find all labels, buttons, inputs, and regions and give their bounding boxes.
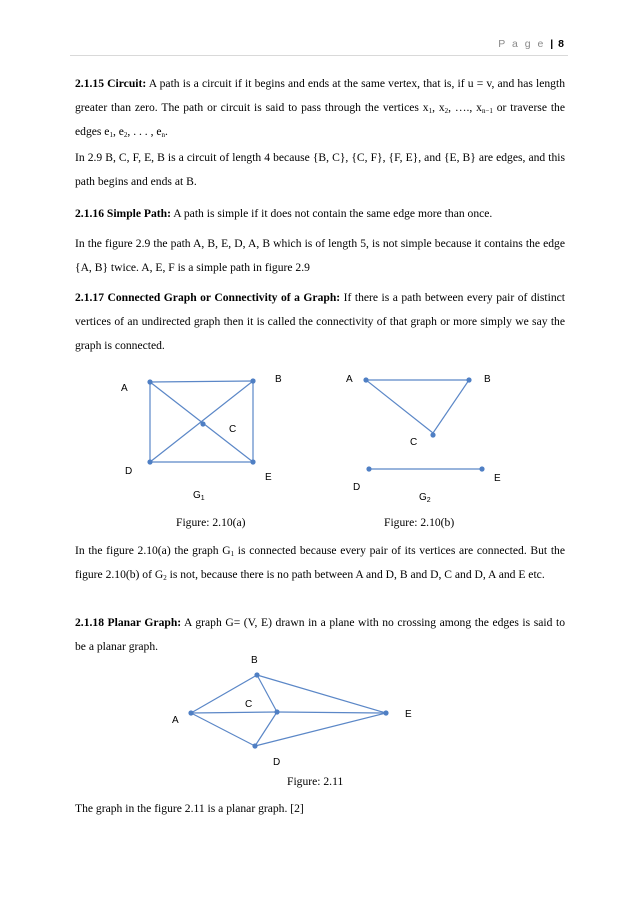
circuit-text-6: , . . . , e <box>127 125 162 138</box>
circuit-sub-2: 2 <box>444 107 449 115</box>
simple-path-text: A path is simple if it does not contain the same edge more than once. <box>170 207 493 220</box>
connected-text: If there is a path between every pair of distinct vertices of an undirected graph then it is called the connectivity of that graph or more simply we say the graph is connected. <box>75 291 566 352</box>
simple-path-heading: 2.1.16 Simple Path: <box>75 207 171 220</box>
circuit-sub-4: 1 <box>109 131 113 139</box>
fig-b-label-c: C <box>410 437 418 448</box>
figure-c-caption: Figure: 2.11 <box>287 775 344 788</box>
figure-c-edges <box>191 675 386 746</box>
figure-b-vertices <box>363 377 484 471</box>
edge-b-c <box>433 380 469 433</box>
fig-b-label-d: D <box>353 482 361 493</box>
connected-example-text-2: is connected because every pair of its vertices are connected. But the figure 2.10(b) of G <box>75 544 565 581</box>
fig-b-label-b: B <box>484 374 491 385</box>
fig-a-graph-letter: G <box>193 490 201 501</box>
circuit-text-7: . <box>165 125 168 138</box>
edge-a-b <box>150 381 253 382</box>
fig-b-label-e: E <box>494 473 501 484</box>
connected-example <box>75 539 565 587</box>
edge-a-c <box>366 380 433 433</box>
fig-a-label-b: B <box>275 374 282 385</box>
planar-definition <box>75 611 565 659</box>
fig-a-label-e: E <box>265 472 272 483</box>
circuit-sub-5: 2 <box>123 131 128 139</box>
fig-a-graph-name <box>193 490 205 501</box>
edge-b-e <box>257 675 386 713</box>
edge-d-e <box>255 713 386 746</box>
vertex-a <box>147 379 152 384</box>
page-word: P a g e <box>498 38 546 50</box>
circuit-sub-3: n−1 <box>481 107 493 115</box>
connected-example-text-1: In the figure 2.10(a) the graph G <box>75 544 231 557</box>
vertex-b <box>466 377 471 382</box>
fig-a-label-c: C <box>229 424 237 435</box>
circuit-text-4: or traverse the edges e <box>75 101 565 138</box>
vertex-a <box>188 710 193 715</box>
connected-example-sub-1: 1 <box>230 550 235 558</box>
circuit-sub-1: 1 <box>428 107 433 115</box>
fig-b-graph-name <box>419 492 431 503</box>
planar-heading: 2.1.18 Planar Graph: <box>75 616 182 629</box>
fig-a-label-d: D <box>125 466 133 477</box>
circuit-sub-6: n <box>161 131 166 139</box>
vertex-e <box>479 466 484 471</box>
page-separator: | <box>550 38 554 50</box>
figure-b-caption: Figure: 2.10(b) <box>384 516 455 529</box>
circuit-example: In 2.9 B, C, F, E, B is a circuit of length 4 because {B, C}, {C, F}, {F, E}, and {E, B} are edges, and this path begins and ends at B. <box>75 151 565 188</box>
edge-c-e <box>277 712 386 713</box>
vertex-b <box>250 378 255 383</box>
closing-sentence: The graph in the figure 2.11 is a planar graph. [2] <box>75 802 304 815</box>
figure-a-edges <box>150 381 253 462</box>
vertex-c <box>200 421 205 426</box>
vertex-d <box>366 466 371 471</box>
fig-a-graph-sub: 1 <box>200 495 205 502</box>
circuit-text-3: , …., x <box>448 101 482 114</box>
vertex-d <box>252 743 257 748</box>
fig-b-graph-sub: 2 <box>426 497 431 504</box>
fig-a-label-a: A <box>121 383 128 394</box>
vertex-d <box>147 459 152 464</box>
circuit-text-1: A path is a circuit if it begins and ends at the same vertex, that is, if u = v, and has length greater than zero. The path or circuit is said to pass through the vertices x <box>75 77 565 114</box>
simple-path-example: In the figure 2.9 the path A, B, E, D, A, B which is of length 5, is not simple because it contains the edge {A, B} twice. A, E, F is a simple path in figure 2.9 <box>75 237 565 274</box>
page-number: 8 <box>558 38 564 50</box>
connected-example-sub-2: 2 <box>163 574 167 582</box>
vertex-b <box>254 672 259 677</box>
connected-heading: 2.1.17 Connected Graph or Connectivity of a Graph: <box>75 291 341 304</box>
fig-c-label-c: C <box>245 699 253 710</box>
fig-b-label-a: A <box>346 374 353 385</box>
vertex-e <box>250 459 255 464</box>
planar-text: A graph G= (V, E) drawn in a plane with no crossing among the edges is said to be a planar graph. <box>75 616 565 653</box>
fig-c-label-e: E <box>405 709 412 720</box>
fig-c-label-d: D <box>273 757 281 768</box>
connected-example-text-3: is not, because there is no path between A and D, B and D, C and D, A and E etc. <box>166 568 545 581</box>
figure-b-edges <box>366 380 482 469</box>
vertex-e <box>383 710 388 715</box>
circuit-text-5: , e <box>112 125 124 138</box>
vertex-a <box>363 377 368 382</box>
circuit-text-2: , x <box>432 101 445 114</box>
edge-a-d <box>191 713 255 746</box>
circuit-heading: 2.1.15 Circuit: <box>75 77 147 90</box>
vertex-c <box>274 709 279 714</box>
fig-c-label-a: A <box>172 715 179 726</box>
vertex-c <box>430 432 435 437</box>
fig-c-label-b: B <box>251 655 258 666</box>
fig-b-graph-letter: G <box>419 492 427 503</box>
edge-a-c <box>191 712 277 713</box>
figure-a-caption: Figure: 2.10(a) <box>176 516 246 529</box>
